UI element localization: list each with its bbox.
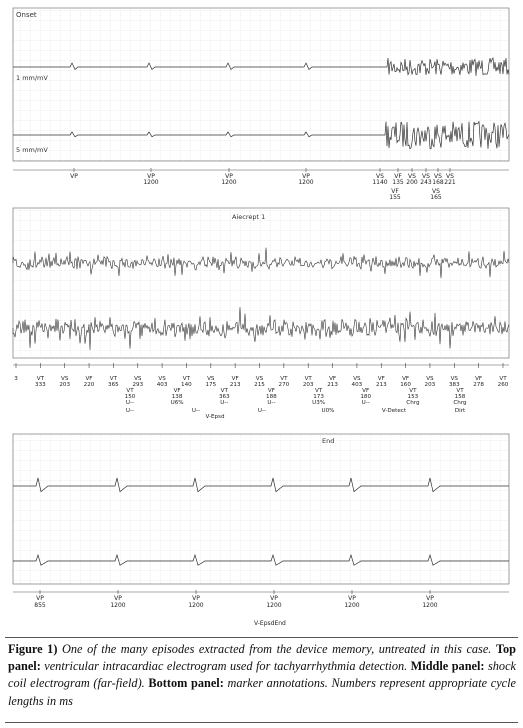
middle-marker-label: U3% [312,400,326,406]
middle-marker-label: Dirt [454,408,466,414]
middle-marker-label: U-- [220,400,229,406]
middle-marker-label: U-- [361,400,370,406]
top-marker-value: 165 [430,194,442,201]
middle-marker-value: 293 [132,382,144,388]
bottom-marker-value: 1200 [422,602,438,609]
top-panel-title: Onset [16,11,37,19]
middle-marker-label: VT [409,388,417,394]
middle-marker-label: U-- [191,408,201,414]
top-marker-label: VF [391,188,399,195]
middle-marker-value: 270 [278,382,290,388]
middle-marker-value: 188 [266,394,277,400]
middle-marker-label: U-- [125,408,135,414]
middle-marker-label: U-- [267,400,276,406]
middle-marker-label: VS [207,376,215,382]
middle-marker-label: U0% [321,408,335,414]
top-marker-value: 168 [432,179,444,186]
middle-marker-value: 213 [229,382,241,388]
top-marker-value: 243 [420,179,432,186]
top-gain-label-2: 5 mm/mV [16,146,48,154]
top-marker-label: VS [376,173,384,180]
caption-intro: One of the many episodes extracted from the device memory, untreated in this case. [57,642,496,656]
middle-marker-label: VF [231,376,239,382]
middle-marker-label: VT [182,376,191,382]
top-marker-value: 135 [392,179,404,186]
caption-middle-text: shock coil electrogram (far-field). [8,659,516,691]
top-marker-annotations [70,168,456,201]
bottom-marker-value: 1200 [188,602,204,609]
bottom-panel [13,434,509,627]
bottom-marker-label: VP [114,595,122,602]
middle-marker-label: VS [134,376,142,382]
bottom-marker-value: 1200 [266,602,282,609]
bottom-marker-label: VP [36,595,44,602]
middle-marker-label: Chrg [406,400,420,406]
bottom-marker-label: VP [348,595,356,602]
top-marker-value: 1140 [372,179,388,186]
middle-marker-label: VF [267,388,275,394]
middle-marker-value: 203 [424,382,436,388]
middle-marker-label: VT [280,376,288,382]
middle-marker-value: 213 [327,382,338,388]
middle-marker-label: VT [109,376,118,382]
caption-rule-top [5,637,518,638]
top-marker-value: 155 [389,194,401,201]
middle-marker-value: 203 [302,382,314,388]
middle-marker-label: VT [36,376,45,382]
bottom-marker-value: 855 [34,602,46,609]
middle-marker-label: VF [329,376,337,382]
middle-marker-value: 260 [497,382,509,388]
middle-marker-value: 403 [351,382,363,388]
middle-marker-label: VT [499,376,507,382]
top-marker-label: VP [302,173,310,180]
caption-top-label: Top panel: [8,642,517,674]
top-marker-value: 221 [444,179,456,186]
middle-marker-value: 140 [181,382,192,388]
middle-marker-label: VF [377,376,385,382]
middle-marker-value: 150 [124,394,136,400]
bottom-marker-label: VP [192,595,200,602]
top-marker-label: VP [225,173,233,180]
middle-marker-label: VS [353,376,361,382]
figure-caption [8,641,516,710]
top-marker-label: VS [434,173,442,180]
top-gain-label-1: 1 mm/mV [16,74,48,82]
middle-marker-value: 220 [83,382,95,388]
bottom-marker-label: VP [270,595,278,602]
middle-marker-label: VF [402,376,410,382]
middle-marker-label: U-- [125,400,135,406]
top-marker-label: VP [70,173,78,180]
middle-marker-label: VF [85,376,93,382]
middle-marker-value: 403 [156,382,168,388]
bottom-marker-label: VP [426,595,434,602]
middle-marker-value: 333 [35,382,46,388]
middle-marker-label: VT [314,388,323,394]
middle-marker-value: 215 [254,382,265,388]
middle-marker-label: VS [255,376,264,382]
bottom-marker-value: 1200 [344,602,360,609]
top-marker-value: 200 [406,179,418,186]
middle-marker-value: 363 [218,394,230,400]
middle-marker-label: U-- [257,408,267,414]
middle-marker-label: VT [456,388,464,394]
middle-marker-ticks [16,363,503,368]
caption-bottom-label: Bottom panel: [148,676,224,691]
top-marker-label: VS [432,188,440,195]
middle-marker-label: VT [126,388,134,394]
top-marker-value: 1200 [221,179,237,186]
caption-top-text: ventricular intracardiac electrogram used for tachyarrhythmia detection. [40,659,411,674]
top-marker-label: VS [422,173,430,180]
middle-marker-value: 383 [448,382,460,388]
middle-panel-title: Aiecrept 1 [232,213,266,221]
middle-marker-value: 158 [454,394,466,400]
top-marker-value: 1200 [298,179,314,186]
middle-marker-label: VS [158,376,166,382]
bottom-marker-value: 1200 [110,602,126,609]
top-marker-label: VS [446,173,454,180]
middle-marker-label: VS [61,376,69,382]
middle-marker-label: V-Detect [381,408,407,414]
middle-marker-label: VT [304,376,312,382]
bottom-panel-grid [13,434,509,584]
middle-marker-annotations [14,376,509,420]
bottom-panel-title: End [322,437,335,445]
caption-rule-bottom [5,722,518,723]
middle-marker-label: 3 [14,376,18,382]
middle-marker-label: Chrg [453,400,467,406]
middle-marker-value: 160 [400,382,411,388]
top-marker-value: 1200 [143,179,159,186]
middle-marker-value: 213 [375,382,387,388]
top-marker-label: VF [394,173,402,180]
bottom-marker-annotations [34,590,438,609]
caption-middle-label: Middle panel: [410,659,485,674]
middle-marker-label: VF [362,388,370,394]
middle-marker-value: 175 [205,382,217,388]
middle-marker-value: 203 [59,382,71,388]
middle-marker-value: 138 [171,394,183,400]
middle-panel [13,208,509,420]
middle-marker-label: VS [450,376,458,382]
middle-marker-label: VS [426,376,434,382]
middle-marker-label: U6% [170,400,184,406]
middle-marker-label: VF [173,388,181,394]
middle-marker-label: VF [475,376,483,382]
middle-marker-value: 278 [473,382,484,388]
bottom-event-label: V-EpsdEnd [254,620,286,627]
middle-marker-label: V-Epsd [205,414,225,420]
middle-marker-value: 153 [407,394,419,400]
top-marker-label: VP [147,173,155,180]
middle-marker-label: VT [220,388,228,394]
middle-marker-value: 180 [360,394,372,400]
top-panel [13,8,509,201]
caption-bottom-text: marker annotations. Numbers represent appropriate cycle lengths in ms [8,676,516,708]
top-marker-label: VS [408,173,416,180]
middle-marker-value: 173 [313,394,324,400]
caption-figure-label: Figure 1) [8,642,58,656]
middle-panel-grid [13,208,509,358]
middle-marker-value: 365 [108,382,119,388]
